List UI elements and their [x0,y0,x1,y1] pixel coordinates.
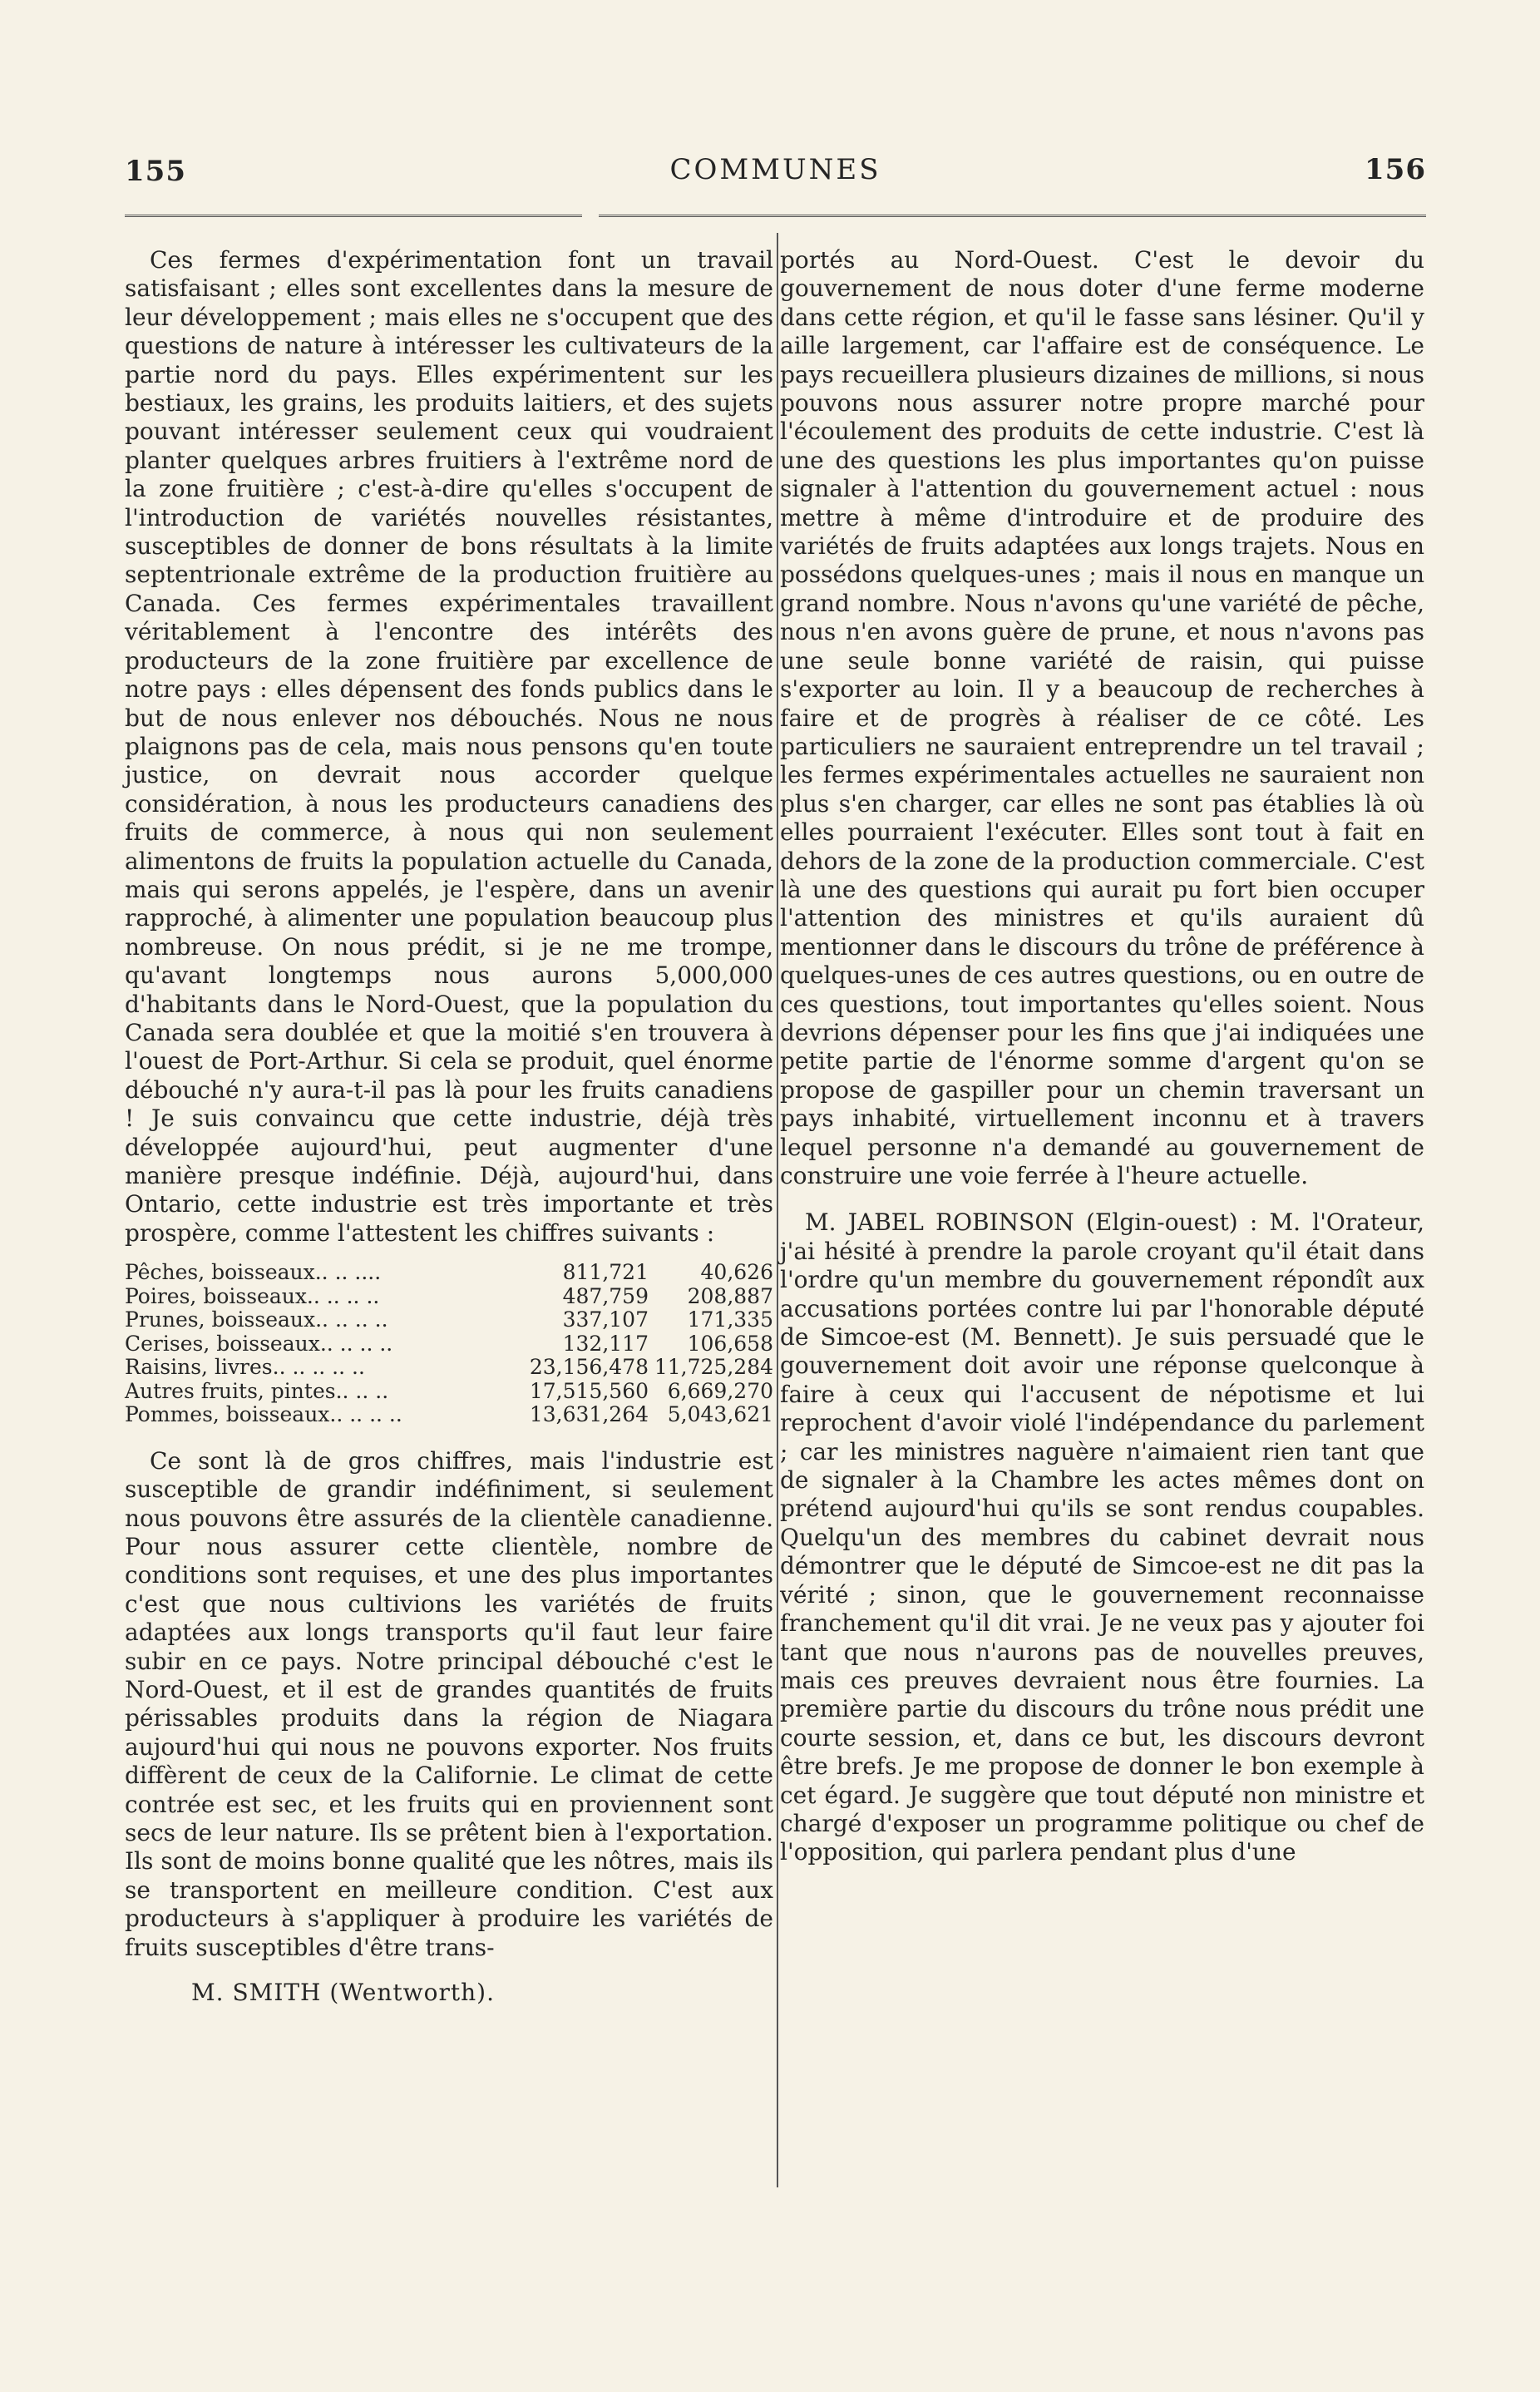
row-value-2: 106,658 [687,1331,773,1356]
table-row [125,1261,773,1285]
row-value-1: 337,107 [562,1307,649,1332]
left-paragraph-2: Ce sont là de gros chiffres, mais l'industrie est susceptible de grandir indéfiniment, si seulement nous pouvons être assurés de la clientèle canadienne. Pour nous assurer cette clientèle, nombre de conditions sont requises, et une des plus importantes c'est que nous cultivions les variétés de fruits adaptées aux longs transports qu'il faut leur faire subir en ce pays. Notre principal débouché c'est le Nord-Ouest, et il est de grandes quantités de fruits périssables produits dans la région de Niagara aujourd'hui qui nous ne pouvons exporter. Nos fruits diffèrent de ceux de la Californie. Le climat de cette contrée est sec, et les fruits qui en proviennent sont secs de leur nature. Ils se prêtent bien à l'exportation. Ils sont de moins bonne qualité que les nôtres, mais ils se transportent en meilleure condition. C'est aux producteurs à s'appliquer à produire les variétés de fruits susceptibles d'être trans- [125,1446,773,1961]
table-row [125,1285,773,1309]
table-row [125,1332,773,1357]
row-label: Autres fruits, pintes.. .. .. [125,1378,389,1403]
row-value-2: 5,043,621 [667,1402,773,1427]
row-value-2: 6,669,270 [667,1378,773,1403]
table-row [125,1403,773,1427]
running-title: COMMUNES [669,153,881,186]
row-value-1: 17,515,560 [529,1378,649,1403]
left-paragraph-1: Ces fermes d'expérimentation font un travail satisfaisant ; elles sont excellentes dans la mesure de leur développement ; mais elles ne s'occupent que des questions de nature à intéresser les cultivateurs de la partie nord du pays. Elles expérimentent sur les bestiaux, les grains, les produits laitiers, et des sujets pouvant intéresser seulement ceux qui voudraient planter quelques arbres fruitiers à l'extrême nord de la zone fruitière ; c'est-à-dire qu'elles s'occupent de l'introduction de variétés nouvelles résistantes, susceptibles de donner de bons résultats à la limite septentrionale extrême de la production fruitière au Canada. Ces fermes expérimentales travaillent véritablement à l'encontre des intérêts des producteurs de la zone fruitière par excellence de notre pays : elles dépensent des fonds publics dans le but de nous enlever nos débouchés. Nous ne nous plaignons pas de cela, mais nous pensons qu'en toute justice, on devrait nous accorder quelque considération, à nous les producteurs canadiens des fruits de commerce, à nous qui non seulement alimentons de fruits la population actuelle du Canada, mais qui serons appelés, je l'espère, dans un avenir rapproché, à alimenter une population beaucoup plus nombreuse. On nous prédit, si je ne me trompe, qu'avant longtemps nous aurons 5,000,000 d'habitants dans le Nord-Ouest, que la population du Canada sera doublée et que la moitié s'en trouvera à l'ouest de Port-Arthur. Si cela se produit, quel énorme débouché n'y aura-t-il pas là pour les fruits canadiens ! Je suis convaincu que cette industrie, déjà très développée aujourd'hui, peut augmenter d'une manière presque indéfinie. Déjà, aujourd'hui, dans Ontario, cette industrie est très importante et très prospère, comme l'attestent les chiffres suivants : [125,246,773,1247]
page-number-left: 155 [125,155,186,188]
fruit-production-table [125,1261,773,1427]
row-value-2: 208,887 [687,1283,773,1308]
right-paragraph-2 [780,1208,1424,1866]
speaker-signature: M. SMITH (Wentworth). [191,1979,495,2007]
header-rule-left [125,215,582,217]
row-label: Pêches, boisseaux.. .. .... [125,1260,382,1285]
table-row [125,1356,773,1380]
page-number-right: 156 [1365,153,1426,186]
left-column [125,246,773,2007]
row-label: Prunes, boisseaux.. .. .. .. [125,1307,388,1332]
row-value-1: 132,117 [562,1331,649,1356]
row-value-1: 811,721 [562,1260,649,1285]
header-rule-right [599,215,1426,217]
page-header [125,146,1426,196]
row-value-1: 13,631,264 [529,1402,649,1427]
column-divider [777,233,778,2187]
row-value-2: 11,725,284 [654,1355,773,1380]
table-row [125,1380,773,1404]
row-value-2: 171,335 [687,1307,773,1332]
right-column [780,246,1424,1867]
row-label: Raisins, livres.. .. .. .. .. [125,1355,365,1380]
table-row [125,1308,773,1332]
row-value-2: 40,626 [700,1260,773,1285]
speech-text: (Elgin-ouest) : M. l'Orateur, j'ai hésité à prendre la parole croyant qu'il était dans l'ordre qu'un membre du gouvernement répondît aux accusations portées contre lui par l'honorable député de Simcoe-est (M. Bennett). Je suis persuadé que le gouvernement doit avoir une réponse quelconque à faire à ceux qui l'accusent de népotisme et lui reprochent d'avoir violé l'indépendance du parlement ; car les ministres naguère n'aimaient rien tant que de signaler à la Chambre les actes mêmes dont on prétend aujourd'hui qu'ils se sont rendus coupables. Quelqu'un des membres du cabinet devrait nous démontrer que le député de Simcoe-est ne dit pas la vérité ; sinon, que le gouvernement reconnaisse franchement qu'il dit vrai. Je ne veux pas y ajouter foi tant que nous n'aurons pas de nouvelles preuves, mais ces preuves devraient nous être fournies. La première partie du discours du trône nous prédit une courte session, et, dans ce but, les discours devront être brefs. Je me propose de donner le bon exemple à cet égard. Je suggère que tout député non ministre et chargé d'exposer un programme politique ou chef de l'opposition, qui parlera pendant plus d'une [780,1208,1424,1866]
paragraph-gap [780,1190,1424,1208]
row-value-1: 23,156,478 [529,1355,649,1380]
row-value-1: 487,759 [562,1283,649,1308]
row-label: Pommes, boisseaux.. .. .. .. [125,1402,402,1427]
row-label: Poires, boisseaux.. .. .. .. [125,1283,380,1308]
speaker-name: M. JABEL ROBINSON [805,1208,1074,1237]
row-label: Cerises, boisseaux.. .. .. .. [125,1331,393,1356]
right-paragraph-1: portés au Nord-Ouest. C'est le devoir du gouvernement de nous doter d'une ferme moderne dans cette région, et qu'il le fasse sans lésiner. Qu'il y aille largement, car l'affaire est de conséquence. Le pays recueillera plusieurs dizaines de millions, si nous pouvons nous assurer notre propre marché pour l'écoulement des produits de cette industrie. C'est là une des questions les plus importantes qu'on puisse signaler à l'attention du gouvernement actuel : nous mettre à même d'introduire et de produire des variétés de fruits adaptées aux longs trajets. Nous en possédons quelques-unes ; mais il nous en manque un grand nombre. Nous n'avons qu'une variété de pêche, nous n'en avons guère de prune, et nous n'avons pas une seule bonne variété de raisin, qui puisse s'exporter au loin. Il y a beaucoup de recherches à faire et de progrès à réaliser de ce côté. Les particuliers ne sauraient entreprendre un tel travail ; les fermes expérimentales actuelles ne sauraient non plus s'en charger, car elles ne sont pas établies là où elles pourraient l'exécuter. Elles sont tout à fait en dehors de la zone de la production commerciale. C'est là une des questions qui aurait pu fort bien occuper l'attention des ministres et qu'ils auraient dû mentionner dans le discours du trône de préférence à quelques-unes de ces autres questions, ou en outre de ces questions, tout importantes qu'elles soient. Nous devrions dépenser pour les fins que j'ai indiquées une petite partie de l'énorme somme d'argent qu'on se propose de gaspiller pour un chemin traversant un pays inhabité, virtuellement inconnu et à travers lequel personne n'a demandé au gouvernement de construire une voie ferrée à l'heure actuelle. [780,246,1424,1189]
